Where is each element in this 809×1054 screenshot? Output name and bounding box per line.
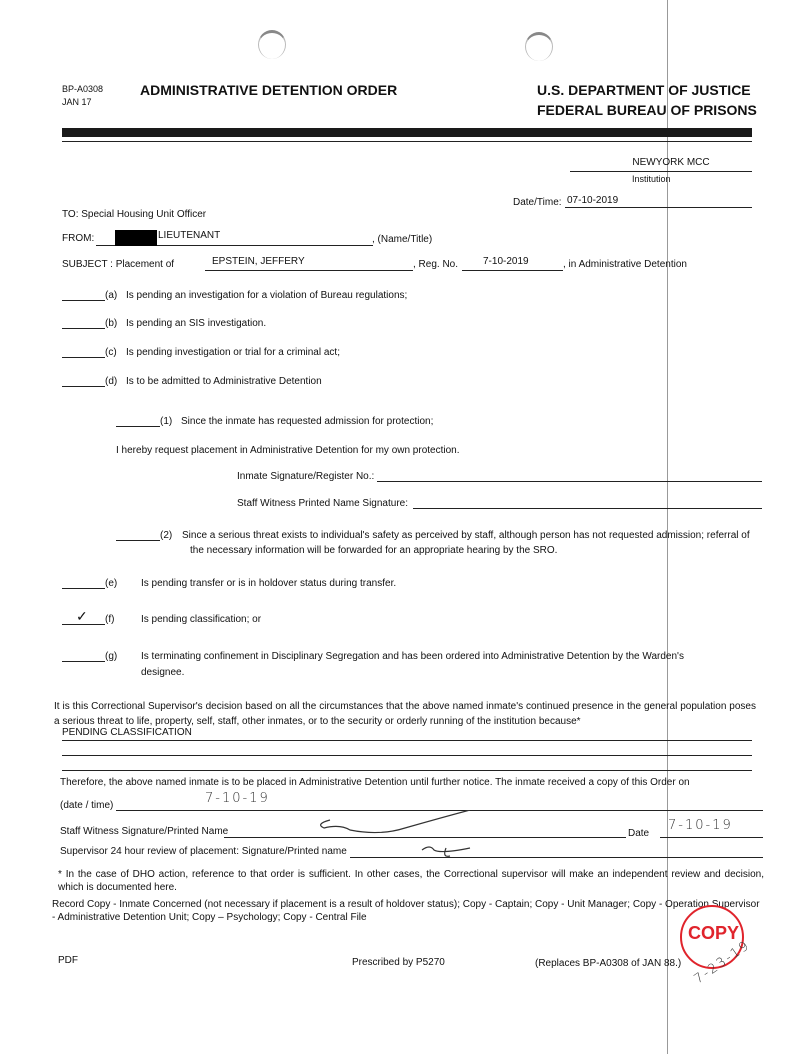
- institution-label: Institution: [632, 174, 671, 184]
- decision-text: It is this Correctional Supervisor's decision based on all the circumstances that the above named inmate's continued presence in the general population poses a serious threat to life, property, self, staff, other inmates, or to the security or orderly running of the institution because*: [54, 701, 756, 727]
- option-e-text: Is pending transfer or is in holdover status during transfer.: [141, 578, 397, 589]
- checkbox-a[interactable]: [62, 300, 105, 301]
- option-a-code: (a): [105, 290, 118, 301]
- subject-name: EPSTEIN, JEFFERY: [212, 256, 305, 267]
- date-time-value: 7-10-19: [205, 791, 270, 806]
- option-a-text: Is pending an investigation for a violation of Bureau regulations;: [126, 290, 408, 301]
- option-d2-text2: the necessary information will be forwarded for an appropriate hearing by the SRO.: [190, 545, 558, 556]
- therefore-text: Therefore, the above named inmate is to be placed in Administrative Detention until further notice. The inmate received a copy of this Order on: [60, 777, 690, 788]
- decision-reason: PENDING CLASSIFICATION: [62, 727, 192, 738]
- footer-center: Prescribed by P5270: [352, 957, 445, 968]
- option-f-code: (f): [105, 614, 115, 625]
- subject-suffix: , in Administrative Detention: [563, 259, 687, 270]
- option-g-code: (g): [105, 651, 118, 662]
- staff-witness-field[interactable]: [413, 508, 762, 509]
- option-c-text: Is pending investigation or trial for a criminal act;: [126, 347, 340, 358]
- option-d-code: (d): [105, 376, 118, 387]
- checkbox-d[interactable]: [62, 386, 105, 387]
- form-date: JAN 17: [62, 97, 92, 107]
- witness-date-label: Date: [628, 828, 650, 839]
- subject-name-line: [205, 270, 413, 271]
- datetime-label: Date/Time:: [513, 197, 562, 208]
- option-g-text: Is terminating confinement in Disciplinary Segregation and has been ordered into Administrative Detention by the Warden's: [141, 651, 684, 662]
- option-f-text: Is pending classification; or: [141, 614, 262, 625]
- footnote: * In the case of DHO action, reference to that order is sufficient. In other cases, the Correctional supervisor will make an independent review and decision, which is documented here.: [58, 869, 764, 893]
- staff-witness-label: Staff Witness Printed Name Signature:: [237, 498, 409, 509]
- institution-value: NEWYORK MCC: [632, 157, 710, 168]
- punch-hole: [525, 32, 553, 61]
- stamp-handwritten-date: 7-23-19: [691, 937, 754, 988]
- inmate-signature-field[interactable]: [377, 481, 762, 482]
- divider: [62, 141, 752, 142]
- option-d2-code: (2): [160, 530, 173, 541]
- form-number: BP-A0308: [62, 84, 104, 94]
- witness-date-field[interactable]: [660, 837, 763, 838]
- from-label: FROM:: [62, 233, 95, 244]
- checkbox-d2[interactable]: [116, 540, 160, 541]
- footer-right: (Replaces BP-A0308 of JAN 88.): [535, 958, 682, 969]
- option-d2-text: Since a serious threat exists to individual's safety as perceived by staff, although person has not requested admission; referral of: [182, 530, 750, 541]
- institution-line: [570, 171, 752, 172]
- option-c-code: (c): [105, 347, 117, 358]
- supervisor-initials: [420, 842, 480, 862]
- protection-request: I hereby request placement in Administrative Detention for my own protection.: [116, 445, 460, 456]
- datetime-line: [565, 207, 752, 208]
- reg-line: [462, 270, 563, 271]
- department: U.S. DEPARTMENT OF JUSTICE: [537, 82, 751, 98]
- distribution-list: Record Copy - Inmate Concerned (not necessary if placement is a result of holdover status); Copy - Captain; Copy - Unit Manager; Copy - Operation Supervisor - Administrative Detention Unit; Copy – Psychology; Copy - Central File: [52, 899, 760, 923]
- witness-label: Staff Witness Signature/Printed Name: [60, 826, 229, 837]
- subject-label: SUBJECT : Placement of: [62, 259, 175, 270]
- from-value: LIEUTENANT: [158, 230, 221, 241]
- reason-line[interactable]: [62, 755, 752, 756]
- option-g-text2: designee.: [141, 667, 185, 678]
- reason-line[interactable]: [62, 740, 752, 741]
- bureau: FEDERAL BUREAU OF PRISONS: [537, 102, 757, 118]
- footer-left: PDF: [58, 955, 78, 966]
- checkbox-c[interactable]: [62, 357, 105, 358]
- checkbox-d1[interactable]: [116, 426, 160, 427]
- option-d-text: Is to be admitted to Administrative Detention: [126, 376, 322, 387]
- form-title: ADMINISTRATIVE DETENTION ORDER: [140, 82, 398, 98]
- checkbox-e[interactable]: [62, 588, 105, 589]
- date-time-label: (date / time): [60, 800, 114, 811]
- option-d1-text: Since the inmate has requested admission for protection;: [181, 416, 434, 427]
- checkbox-b[interactable]: [62, 328, 105, 329]
- redaction-box: [115, 230, 157, 246]
- punch-hole: [258, 30, 286, 59]
- option-d1-code: (1): [160, 416, 173, 427]
- reg-value: 7-10-2019: [483, 256, 529, 267]
- signature-scribble: [310, 810, 480, 838]
- reg-label: , Reg. No.: [413, 259, 459, 270]
- header-bar: [62, 128, 752, 137]
- supervisor-label: Supervisor 24 hour review of placement: Signature/Printed name: [60, 846, 347, 857]
- option-e-code: (e): [105, 578, 118, 589]
- checkmark-icon: ✓: [76, 608, 88, 624]
- supervisor-signature-field[interactable]: [350, 857, 763, 858]
- reason-line[interactable]: [62, 770, 752, 771]
- datetime-value: 07-10-2019: [567, 195, 619, 206]
- from-suffix: , (Name/Title): [372, 234, 433, 245]
- inmate-signature-label: Inmate Signature/Register No.:: [237, 471, 375, 482]
- to-line: TO: Special Housing Unit Officer: [62, 209, 207, 220]
- copy-stamp-text: COPY: [688, 923, 740, 943]
- checkbox-g[interactable]: [62, 661, 105, 662]
- witness-date-value: 7-10-19: [668, 818, 733, 833]
- option-b-code: (b): [105, 318, 118, 329]
- option-b-text: Is pending an SIS investigation.: [126, 318, 267, 329]
